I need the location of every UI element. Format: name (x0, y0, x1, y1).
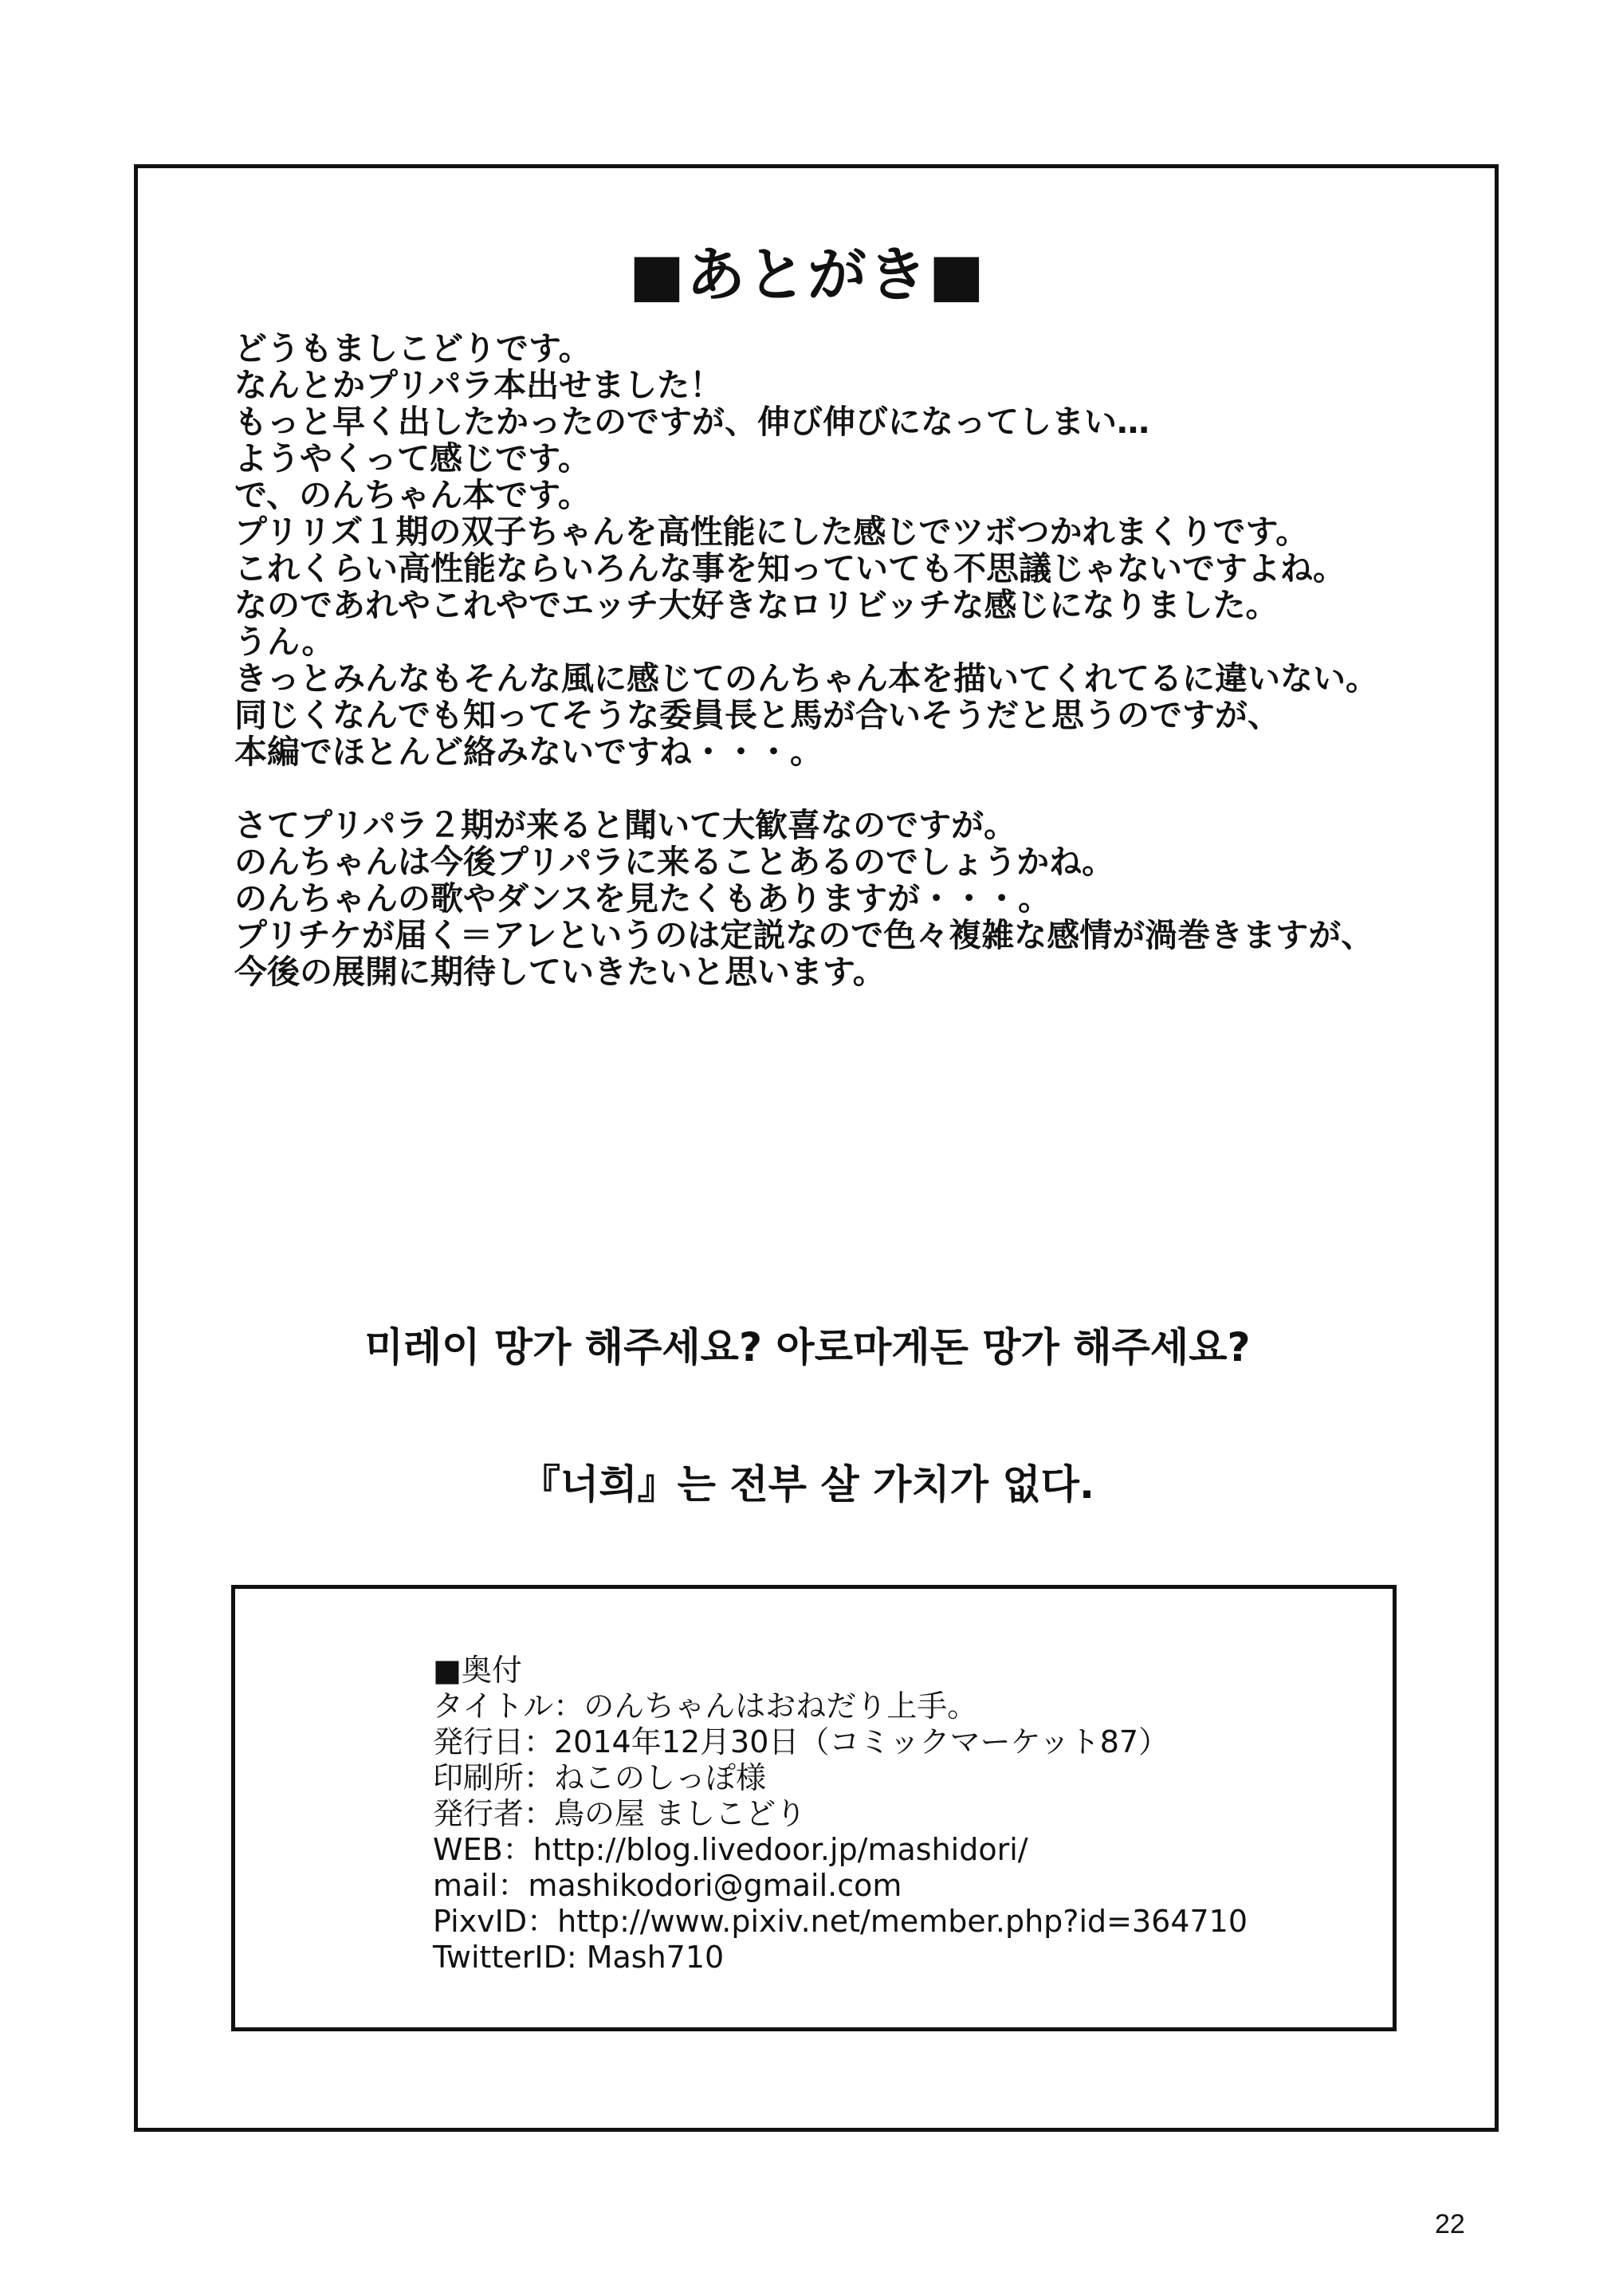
colophon-printer: 印刷所：ねこのしっぽ様 (433, 1760, 767, 1795)
afterword-line: のんちゃんの歌やダンスを見たくもありますが・・・。 (234, 879, 1051, 918)
paragraph-spacer (234, 770, 1478, 807)
afterword-line: これくらい高性能ならいろんな事を知っていても不思議じゃないですよね。 (234, 549, 1346, 588)
colophon-list (433, 1653, 1248, 1976)
afterword-title: ■あとがき■ (629, 241, 986, 309)
afterword-line: なんとかプリパラ本出せました！ (234, 366, 723, 404)
afterword-line: もっと早く出したかったのですが、伸び伸びになってしまい… (234, 403, 1149, 441)
colophon-web: WEB：http://blog.livedoor.jp/mashidori/ (433, 1832, 1028, 1867)
colophon-pixiv: PixvID：http://www.pixiv.net/member.php?id=364710 (433, 1904, 1248, 1939)
afterword-line: 今後の展開に期待していきたいと思います。 (234, 953, 886, 991)
colophon-twitter: TwitterID: Mash710 (433, 1940, 725, 1975)
afterword-text (234, 330, 1478, 990)
afterword-line: ようやくって感じです。 (234, 439, 591, 478)
korean-overlay-line-2: 『너희』는 전부 살 가치가 없다. (521, 1461, 1094, 1508)
afterword-line: さてプリパラ２期が来ると聞いて大歓喜なのですが。 (234, 806, 1017, 844)
afterword-line: 同じくなんでも知ってそうな委員長と馬が合いそうだと思うのですが、 (234, 696, 1280, 734)
afterword-line: 本編でほとんど絡みないですね・・・。 (234, 733, 823, 771)
afterword-line: どうもましこどりです。 (234, 329, 591, 368)
colophon-box (231, 1585, 1397, 2031)
page-number: 22 (1435, 2209, 1465, 2239)
colophon-title: タイトル：のんちゃんはおねだり上手。 (433, 1689, 978, 1724)
afterword-line: うん。 (234, 623, 335, 661)
korean-overlay-line-1: 미레이 망가 해주세요? 아로마게돈 망가 해주세요? (364, 1324, 1251, 1370)
afterword-line: プリチケが届く＝アレというのは定説なので色々複雑な感情が渦巻きますが、 (234, 916, 1374, 954)
colophon-mail: mail：mashikodori@gmail.com (433, 1868, 902, 1903)
colophon-date: 発行日：2014年12月30日（コミックマーケット87） (433, 1724, 1169, 1759)
afterword-line: プリリズ１期の双子ちゃんを高性能にした感じでツボつかれまくりです。 (234, 513, 1309, 551)
afterword-line: で、のんちゃん本です。 (234, 476, 591, 514)
afterword-line: のんちゃんは今後プリパラに来ることあるのでしょうかね。 (234, 843, 1115, 881)
colophon-heading: ■奥付 (433, 1653, 522, 1688)
afterword-line: なのであれやこれやでエッチ大好きなロリビッチな感じになりました。 (234, 586, 1279, 624)
colophon-publisher: 発行者：鳥の屋 ましこどり (433, 1796, 807, 1831)
afterword-line: きっとみんなもそんな風に感じてのんちゃん本を描いてくれてるに違いない。 (234, 659, 1378, 698)
